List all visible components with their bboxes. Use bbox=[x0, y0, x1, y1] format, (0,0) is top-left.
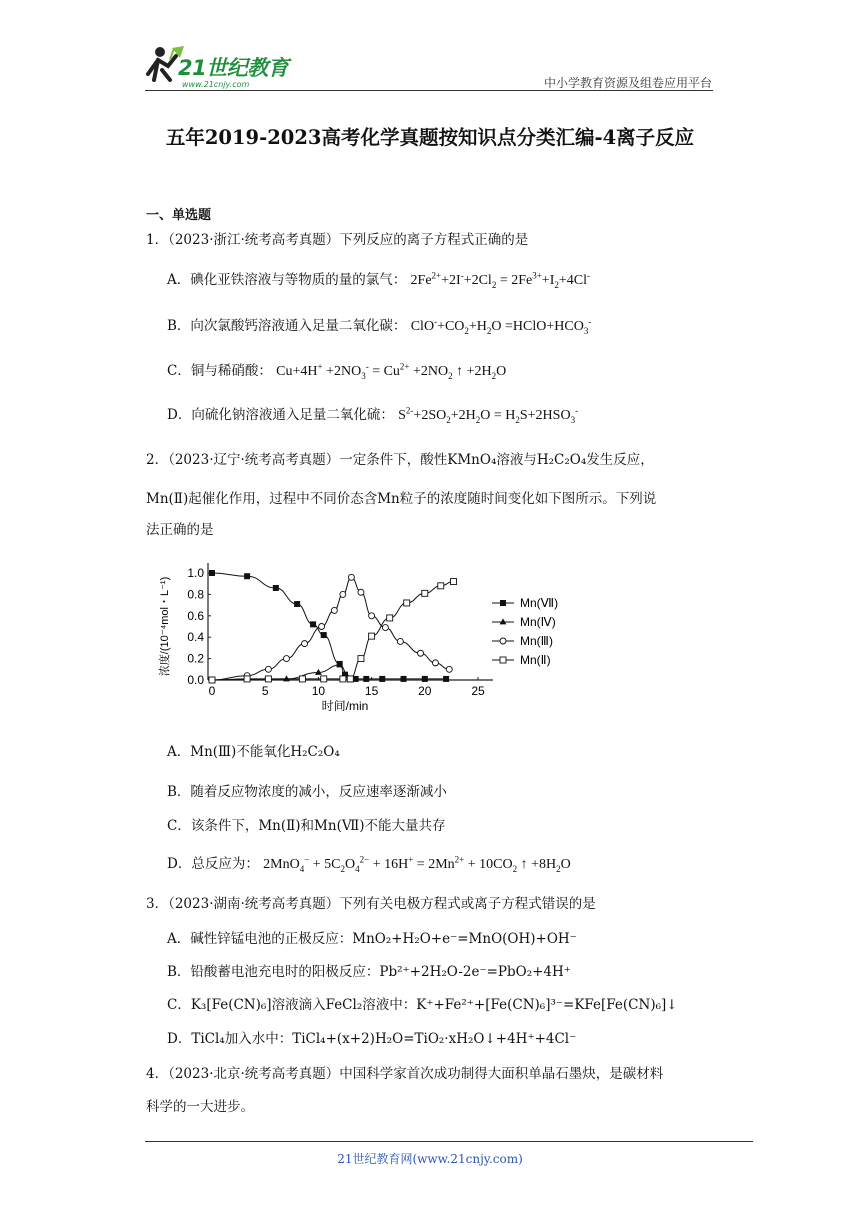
legend-marker bbox=[500, 657, 506, 663]
x-tick-label: 10 bbox=[311, 684, 326, 698]
legend-label: Mn(Ⅳ) bbox=[520, 615, 556, 629]
legend-marker bbox=[500, 600, 506, 606]
q2-option-c: C．该条件下，Mn(Ⅱ)和Mn(Ⅶ)不能大量共存 bbox=[167, 818, 446, 834]
data-point bbox=[283, 675, 290, 681]
logo-url: www.21cnjy.com bbox=[182, 80, 250, 89]
q1-option-a bbox=[167, 270, 590, 291]
data-point bbox=[404, 600, 410, 606]
data-point bbox=[340, 676, 346, 682]
data-point bbox=[302, 641, 308, 647]
x-tick-label: 5 bbox=[261, 684, 269, 698]
q2-d-label: D．总反应为： bbox=[167, 856, 259, 872]
data-point bbox=[438, 583, 444, 589]
data-point bbox=[387, 615, 393, 621]
q3-option-d: D．TiCl₄加入水中：TiCl₄+(x+2)H₂O=TiO₂·xH₂O↓+4H⁺+4Cl⁻ bbox=[167, 1031, 577, 1047]
x-tick-label: 0 bbox=[208, 684, 216, 698]
q2-stem-line3: 法正确的是 bbox=[146, 522, 214, 538]
y-tick-label: 0.2 bbox=[187, 651, 204, 666]
concentration-chart bbox=[140, 555, 580, 724]
page-title: 五年2019-2023高考化学真题按知识点分类汇编-4离子反应 bbox=[165, 126, 695, 149]
y-tick-label: 0.0 bbox=[187, 673, 204, 687]
q2-option-a: A．Mn(Ⅲ)不能氧化H₂C₂O₄ bbox=[167, 744, 340, 760]
x-tick-label: 25 bbox=[471, 684, 485, 698]
data-point bbox=[369, 613, 375, 619]
q1-d-label: D．向硫化钠溶液通入足量二氧化硫： bbox=[167, 407, 394, 423]
data-point bbox=[209, 677, 215, 683]
q3-option-a: A．碱性锌锰电池的正极反应：MnO₂+H₂O+e⁻=MnO(OH)+OH⁻ bbox=[167, 931, 577, 947]
data-point bbox=[358, 589, 364, 595]
data-point bbox=[418, 650, 424, 656]
q3-option-c: C．K₃[Fe(CN)₆]溶液滴入FeCl₂溶液中：K⁺+Fe²⁺+[Fe(CN)₆]³⁻=KFe[Fe(CN)₆]↓ bbox=[167, 997, 678, 1013]
data-point bbox=[369, 633, 375, 639]
series-line bbox=[212, 665, 350, 680]
chart-svg bbox=[140, 555, 580, 720]
data-point bbox=[331, 607, 337, 613]
q1-stem: 1．（2023·浙江·统考高考真题）下列反应的离子方程式正确的是 bbox=[146, 232, 529, 248]
q1-option-d bbox=[167, 405, 578, 426]
data-point bbox=[443, 676, 449, 682]
section-heading: 一、单选题 bbox=[146, 208, 212, 223]
x-tick-label: 15 bbox=[364, 684, 379, 698]
data-point bbox=[299, 676, 305, 682]
data-point bbox=[451, 579, 457, 585]
series-line bbox=[212, 577, 449, 680]
data-point bbox=[321, 676, 327, 682]
q2-stem-line2: Mn(Ⅱ)起催化作用，过程中不同价态含Mn粒子的浓度随时间变化如下图所示。下列说 bbox=[146, 491, 657, 507]
y-tick-label: 1.0 bbox=[187, 566, 204, 580]
data-point bbox=[432, 660, 438, 666]
q1-d-formula: $S^{2-}+2SO_2+2H_2O = H_2S+2HSO_3^-$ bbox=[398, 405, 579, 425]
q2-d-formula: $2MnO_4^- + 5C_2O_4^{2-} + 16H^+ = 2Mn^{2+} + 10CO_2$ ↑ $+8H_2O$ bbox=[263, 854, 571, 874]
legend-label: Mn(Ⅲ) bbox=[520, 634, 553, 648]
data-point bbox=[244, 676, 250, 682]
data-point bbox=[363, 676, 369, 682]
data-point bbox=[379, 676, 385, 682]
data-point bbox=[422, 590, 428, 596]
q3-stem: 3．（2023·湖南·统考高考真题）下列有关电极方程式或离子方程式错误的是 bbox=[146, 896, 596, 912]
header-platform-text: 中小学教育资源及组卷应用平台 bbox=[543, 76, 712, 90]
q1-c-label: C．铜与稀硝酸： bbox=[167, 363, 272, 379]
legend-label: Mn(Ⅶ) bbox=[520, 596, 559, 610]
legend-label: Mn(Ⅱ) bbox=[520, 653, 551, 667]
q1-a-label: A．碘化亚铁溶液与等物质的量的氯气： bbox=[167, 272, 407, 288]
q3-option-b: B．铅酸蓄电池充电时的阳极反应：Pb²⁺+2H₂O-2e⁻=PbO₂+4H⁺ bbox=[167, 964, 571, 980]
data-point bbox=[358, 656, 364, 662]
data-point bbox=[310, 621, 316, 627]
data-point bbox=[347, 676, 353, 682]
data-point bbox=[422, 676, 428, 682]
q2-option-d bbox=[167, 854, 571, 875]
logo-text: 21世纪教育 bbox=[178, 56, 289, 80]
data-point bbox=[397, 638, 403, 644]
y-axis-label: 浓度/(10⁻⁴mol・L⁻¹) bbox=[159, 576, 171, 677]
y-tick-label: 0.4 bbox=[187, 630, 204, 645]
data-point bbox=[340, 591, 346, 597]
q4-stem-line1: 4．（2023·北京·统考高考真题）中国科学家首次成功制得大面积单晶石墨炔，是碳材料 bbox=[146, 1066, 664, 1082]
q1-c-formula: $Cu+4H^+ +2NO_3^- = Cu^{2+} +2NO_2$ ↑ $+2H_2O$ bbox=[276, 361, 507, 381]
data-point bbox=[294, 601, 300, 607]
q2-option-b: B．随着反应物浓度的减小，反应速率逐渐减小 bbox=[167, 784, 447, 800]
q1-b-label: B．向次氯酸钙溶液通入足量二氧化碳： bbox=[167, 318, 407, 334]
q1-a-formula: $2Fe^{2+}+2I^-+2Cl_2 = 2Fe^{3+}+I_2+4Cl^-$ bbox=[410, 270, 590, 290]
data-point bbox=[265, 666, 271, 672]
q1-b-formula: $ClO^-+CO_2+H_2O$ $=HClO+HCO_3^-$ bbox=[410, 316, 592, 336]
data-point bbox=[321, 632, 327, 638]
q1-option-c bbox=[167, 361, 506, 382]
q2-stem-line1: 2．（2023·辽宁·统考高考真题）一定条件下，酸性KMnO₄溶液与H₂C₂O₄发生反应， bbox=[146, 452, 654, 468]
q1-option-b bbox=[167, 316, 591, 337]
series-line bbox=[212, 573, 446, 679]
x-axis-label: 时间/min bbox=[321, 699, 369, 713]
y-tick-label: 0.6 bbox=[187, 608, 204, 623]
data-point bbox=[401, 676, 407, 682]
y-tick-label: 0.8 bbox=[187, 587, 204, 602]
data-point bbox=[446, 666, 452, 672]
x-tick-label: 20 bbox=[418, 684, 432, 698]
data-point bbox=[319, 624, 325, 630]
data-point bbox=[273, 585, 279, 591]
data-point bbox=[283, 656, 289, 662]
data-point bbox=[382, 625, 388, 631]
data-point bbox=[209, 570, 215, 576]
header-divider bbox=[145, 90, 713, 91]
data-point bbox=[348, 574, 354, 580]
legend-marker bbox=[500, 638, 506, 644]
q4-stem-line2: 科学的一大进步。 bbox=[146, 1099, 254, 1115]
series-line bbox=[212, 582, 454, 680]
legend-marker bbox=[500, 618, 507, 624]
data-point bbox=[265, 676, 271, 682]
footer-divider bbox=[145, 1141, 753, 1142]
data-point bbox=[244, 573, 250, 579]
footer-text: 21世纪教育网(www.21cnjy.com) bbox=[337, 1152, 523, 1166]
